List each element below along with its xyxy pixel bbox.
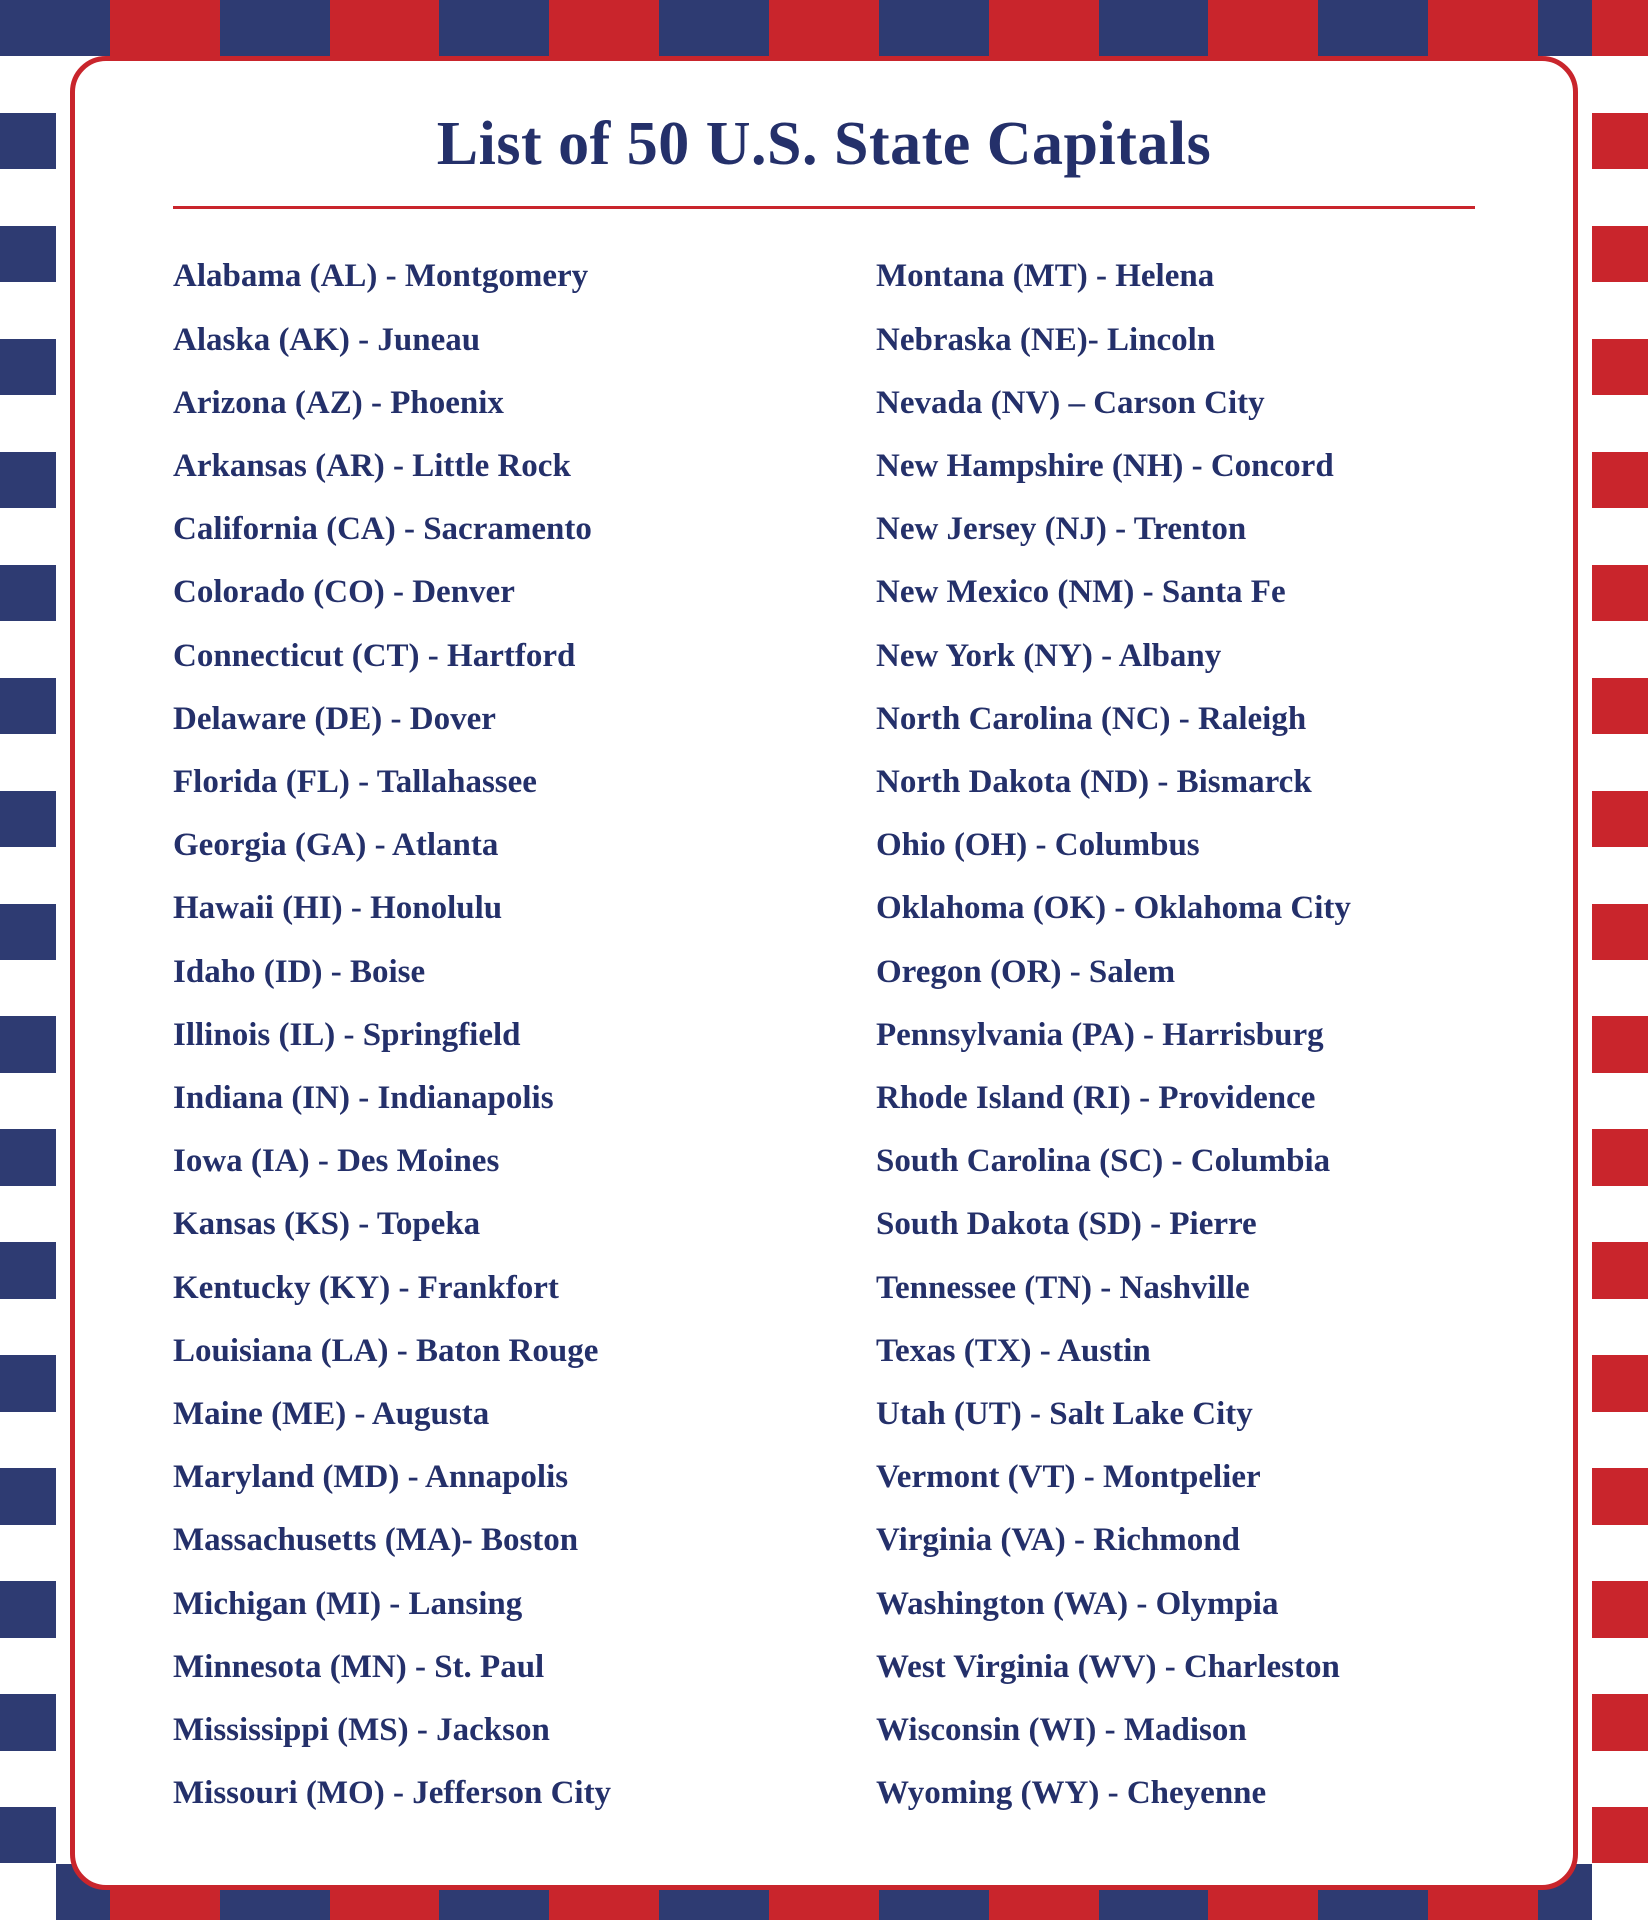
flag-stripe: [0, 1355, 56, 1411]
flag-block: [879, 0, 989, 56]
flag-stripe: [0, 1186, 56, 1242]
flag-stripe: [1592, 1299, 1648, 1355]
flag-stripe: [1592, 282, 1648, 338]
list-item: South Dakota (SD) - Pierre: [876, 1206, 1257, 1243]
list-item: Oregon (OR) - Salem: [876, 953, 1176, 990]
list-item: California (CA) - Sacramento: [173, 511, 592, 548]
flag-stripe: [1592, 1186, 1648, 1242]
list-item: Alabama (AL) - Montgomery: [173, 258, 589, 295]
flag-block: [549, 0, 659, 56]
list-item: Utah (UT) - Salt Lake City: [876, 1395, 1253, 1432]
flag-stripe: [1592, 960, 1648, 1016]
flag-stripe: [1592, 904, 1648, 960]
flag-block: [989, 0, 1099, 56]
list-item: Illinois (IL) - Springfield: [173, 1016, 521, 1053]
flag-stripe: [1592, 113, 1648, 169]
flag-stripe: [0, 960, 56, 1016]
flag-stripe: [1592, 1751, 1648, 1807]
flag-stripe: [0, 621, 56, 677]
flag-stripe: [1592, 847, 1648, 903]
list-item: West Virginia (WV) - Charleston: [876, 1648, 1340, 1685]
flag-stripe: [1592, 1129, 1648, 1185]
flag-stripe: [0, 1863, 56, 1919]
list-item: Maine (ME) - Augusta: [173, 1395, 490, 1432]
flag-stripe: [1592, 1525, 1648, 1581]
flag-stripe: [0, 282, 56, 338]
list-item: Arizona (AZ) - Phoenix: [173, 384, 504, 421]
flag-block: [769, 0, 879, 56]
flag-block: [439, 0, 549, 56]
flag-border-top: [0, 0, 1648, 56]
list-item: North Dakota (ND) - Bismarck: [876, 763, 1312, 800]
flag-stripe: [1592, 0, 1648, 56]
flag-stripe: [0, 1412, 56, 1468]
flag-stripe: [0, 452, 56, 508]
list-item: Tennessee (TN) - Nashville: [876, 1269, 1250, 1306]
list-item: Hawaii (HI) - Honolulu: [173, 890, 503, 927]
list-item: Alaska (AK) - Juneau: [173, 321, 481, 358]
flag-stripe: [0, 0, 56, 56]
list-item: New Mexico (NM) - Santa Fe: [876, 574, 1286, 611]
list-item: Kansas (KS) - Topeka: [173, 1206, 481, 1243]
flag-stripe: [1592, 395, 1648, 451]
flag-stripe: [1592, 1694, 1648, 1750]
list-item: Connecticut (CT) - Hartford: [173, 637, 576, 674]
flag-stripe: [0, 1468, 56, 1524]
list-item: Michigan (MI) - Lansing: [173, 1585, 523, 1622]
list-item: Georgia (GA) - Atlanta: [173, 827, 499, 864]
list-item: Washington (WA) - Olympia: [876, 1585, 1279, 1622]
flag-stripe: [1592, 339, 1648, 395]
list-item: Oklahoma (OK) - Oklahoma City: [876, 890, 1351, 927]
flag-stripe: [1592, 1468, 1648, 1524]
list-item: Massachusetts (MA)- Boston: [173, 1522, 579, 1559]
flag-stripe: [0, 56, 56, 112]
flag-stripe: [1592, 452, 1648, 508]
flag-stripe: [1592, 1242, 1648, 1298]
flag-block: [110, 0, 220, 56]
list-item: Vermont (VT) - Montpelier: [876, 1459, 1261, 1496]
flag-stripe: [0, 847, 56, 903]
list-item: Missouri (MO) - Jefferson City: [173, 1775, 612, 1812]
list-item: Virginia (VA) - Richmond: [876, 1522, 1240, 1559]
list-item: Florida (FL) - Tallahassee: [173, 763, 537, 800]
list-item: Iowa (IA) - Des Moines: [173, 1143, 500, 1180]
flag-stripe: [0, 734, 56, 790]
list-item: Texas (TX) - Austin: [876, 1332, 1151, 1369]
flag-stripe: [1592, 508, 1648, 564]
flag-stripe: [1592, 169, 1648, 225]
list-item: Wyoming (WY) - Cheyenne: [876, 1775, 1267, 1812]
list-item: South Carolina (SC) - Columbia: [876, 1143, 1331, 1180]
flag-border-left: [0, 0, 56, 1920]
flag-stripe: [0, 169, 56, 225]
list-item: Pennsylvania (PA) - Harrisburg: [876, 1016, 1324, 1053]
flag-block: [1208, 0, 1318, 56]
list-item: New Hampshire (NH) - Concord: [876, 447, 1334, 484]
capitals-column-right: [824, 245, 1475, 1825]
list-item: New Jersey (NJ) - Trenton: [876, 511, 1247, 548]
flag-stripe: [0, 1581, 56, 1637]
capitals-column-left: [173, 245, 824, 1825]
list-item: Colorado (CO) - Denver: [173, 574, 515, 611]
flag-stripe: [0, 791, 56, 847]
flag-stripe: [1592, 621, 1648, 677]
flag-block: [220, 0, 330, 56]
flag-block: [330, 0, 440, 56]
flag-block: [659, 0, 769, 56]
flag-stripe: [1592, 1581, 1648, 1637]
flag-stripe: [0, 1129, 56, 1185]
list-item: Idaho (ID) - Boise: [173, 953, 426, 990]
flag-stripe: [1592, 1638, 1648, 1694]
flag-block: [1318, 0, 1428, 56]
flag-stripe: [1592, 1355, 1648, 1411]
flag-stripe: [0, 1242, 56, 1298]
capitals-columns: [75, 245, 1573, 1825]
flag-stripe: [1592, 678, 1648, 734]
flag-border-right: [1592, 0, 1648, 1920]
list-item: Mississippi (MS) - Jackson: [173, 1711, 550, 1748]
list-item: New York (NY) - Albany: [876, 637, 1222, 674]
flag-stripe: [0, 1638, 56, 1694]
flag-stripe: [1592, 56, 1648, 112]
flag-stripe: [0, 565, 56, 621]
flag-stripe: [0, 508, 56, 564]
list-item: Rhode Island (RI) - Providence: [876, 1079, 1316, 1116]
flag-stripe: [0, 1073, 56, 1129]
flag-stripe: [1592, 791, 1648, 847]
flag-block: [1428, 0, 1538, 56]
flag-stripe: [1592, 1863, 1648, 1919]
list-item: Ohio (OH) - Columbus: [876, 827, 1200, 864]
title-divider: [173, 206, 1475, 209]
flag-stripe: [0, 226, 56, 282]
flag-stripe: [1592, 1807, 1648, 1863]
list-item: Minnesota (MN) - St. Paul: [173, 1648, 545, 1685]
flag-stripe: [1592, 565, 1648, 621]
flag-stripe: [1592, 734, 1648, 790]
list-item: Arkansas (AR) - Little Rock: [173, 447, 571, 484]
list-item: Louisiana (LA) - Baton Rouge: [173, 1332, 599, 1369]
flag-stripe: [0, 678, 56, 734]
flag-stripe: [0, 904, 56, 960]
flag-stripe: [1592, 1412, 1648, 1468]
flag-stripe: [1592, 1016, 1648, 1072]
flag-stripe: [0, 339, 56, 395]
flag-stripe: [0, 113, 56, 169]
list-item: North Carolina (NC) - Raleigh: [876, 700, 1307, 737]
flag-stripe: [0, 395, 56, 451]
flag-stripe: [0, 1016, 56, 1072]
flag-stripe: [0, 1807, 56, 1863]
list-item: Kentucky (KY) - Frankfort: [173, 1269, 559, 1306]
flag-stripe: [0, 1299, 56, 1355]
list-item: Montana (MT) - Helena: [876, 258, 1215, 295]
flag-block: [1099, 0, 1209, 56]
flag-stripe: [0, 1525, 56, 1581]
list-item: Wisconsin (WI) - Madison: [876, 1711, 1247, 1748]
page-title: List of 50 U.S. State Capitals: [436, 110, 1212, 178]
flag-stripe: [1592, 1073, 1648, 1129]
list-item: Maryland (MD) - Annapolis: [173, 1459, 569, 1496]
list-item: Indiana (IN) - Indianapolis: [173, 1079, 554, 1116]
flag-stripe: [0, 1694, 56, 1750]
content-card: [70, 56, 1578, 1890]
list-item: Delaware (DE) - Dover: [173, 700, 496, 737]
list-item: Nebraska (NE)- Lincoln: [876, 321, 1216, 358]
flag-stripe: [0, 1751, 56, 1807]
flag-stripe: [1592, 226, 1648, 282]
list-item: Nevada (NV) – Carson City: [876, 384, 1265, 421]
